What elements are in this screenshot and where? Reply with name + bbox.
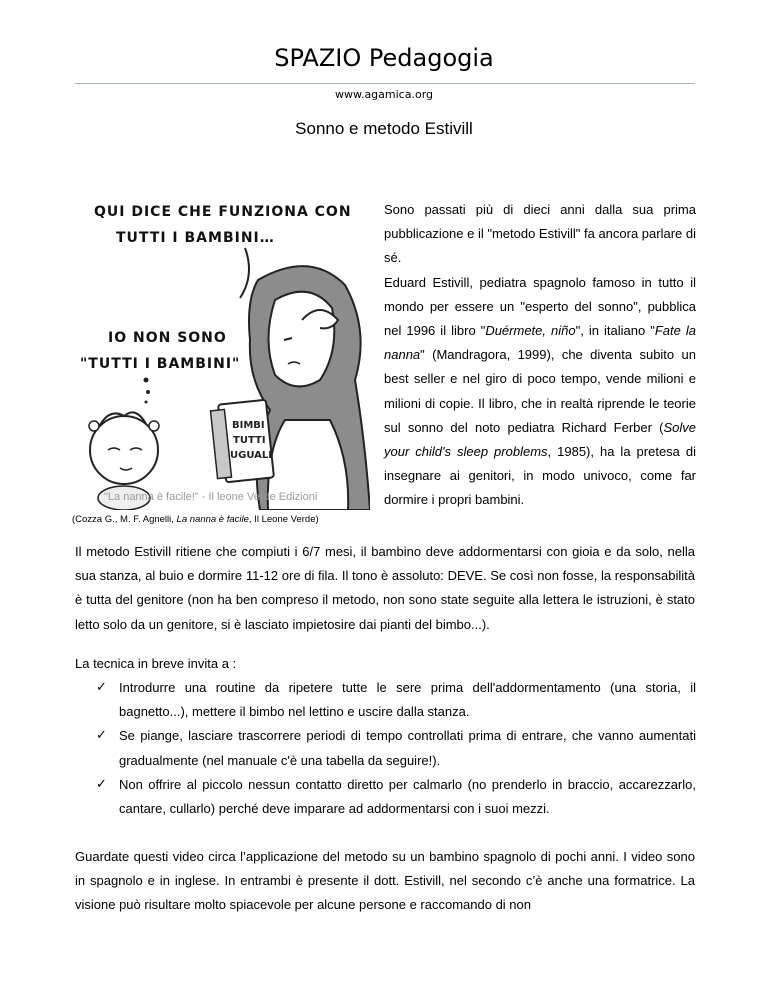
header-url: www.agamica.org <box>334 88 434 101</box>
estivill-paragraph <box>384 271 696 513</box>
list-item <box>96 676 696 724</box>
list-item-text: Introdurre una routine da ripetere tutte le sere prima dell'addormentamento (una storia, il bagnetto...), mettere il bimbo nel lettino e uscire dalla stanza. <box>119 680 696 720</box>
check-icon: ✓ <box>96 680 107 695</box>
book-title-original: Duérmete, niño <box>485 323 576 339</box>
document-title: Sonno e metodo Estivill <box>295 119 473 138</box>
caption-book-title: La nanna è facile <box>176 514 249 525</box>
caption-text: (Cozza G., M. F. Agnelli, <box>72 514 177 525</box>
technique-list <box>96 676 696 821</box>
book <box>210 400 273 483</box>
book-title-line1: BIMBI <box>232 420 265 431</box>
speech-pointer <box>240 248 249 298</box>
text-run: Eduard Estivill, pediatra spagnolo famoso in tutto il mondo per essere un "esperto del sonno", pubblica nel 1996 il libro " <box>384 274 696 339</box>
list-item-text: Non offrire al piccolo nessun contatto diretto per calmarlo (no prenderlo in braccio, accarezzarlo, cantare, cullarlo) perché deve imparare ad addormentarsi con i suoi mezzi. <box>119 776 696 817</box>
check-icon: ✓ <box>96 728 107 744</box>
book-title-ferber: Solve your child's sleep problems <box>384 419 696 460</box>
check-icon: ✓ <box>96 776 107 792</box>
text-run: , 1985), ha la pretesa di insegnare ai genitori, in modo univoco, come far dormire i propri bambini. <box>384 444 697 508</box>
header-title: SPAZIO Pedagogia <box>274 44 494 72</box>
list-intro: La tecnica in breve invita a : <box>75 656 237 671</box>
speech-child-line1: IO NON SONO <box>108 330 227 346</box>
list-item <box>96 724 696 772</box>
speech-top-line1: QUI DICE CHE FUNZIONA CON <box>94 204 352 220</box>
thought-dot <box>145 401 148 404</box>
caption-text: , Il Leone Verde) <box>248 514 319 525</box>
thought-dot <box>146 390 150 394</box>
image-watermark: "La nanna è facile!" - Il leone Verde Edizioni <box>104 491 318 503</box>
text-run: " (Mandragora, 1999), che diventa subito un best seller e nel giro di poco tempo, vende milioni e milioni di copie. Il libro, che in realtà riprende le teorie sul sonno del noto pediatra Richard Ferber ( <box>384 347 696 435</box>
speech-child-line2: "TUTTI I BAMBINI" <box>80 356 241 372</box>
list-item-text: Se piange, lasciare trascorrere periodi di tempo controllati prima di entrare, che vanno aumentati gradualmente (nel manuale c'è una tabella da seguire!). <box>119 728 696 768</box>
cartoon-illustration <box>70 180 370 510</box>
method-paragraph: Il metodo Estivill ritiene che compiuti i 6/7 mesi, il bambino deve addormentarsi con gioia e da solo, nella sua stanza, al buio e dormire 11-12 ore di fila. Il tono è assoluto: DEVE. Se così non fosse, la responsabilità è tutta del genitore (non ha ben compreso il metodo, non sono state seguite alla lettera le istruzioni, è stato letto solo da un genitore, si è lasciato impietosire dai pianti del bimbo...). <box>75 544 695 632</box>
intro-paragraph: Sono passati più di dieci anni dalla sua prima pubblicazione e il "metodo Estivill" fa ancora parlare di sé. <box>384 202 697 266</box>
book-title-line2: TUTTI <box>233 435 266 446</box>
video-paragraph: Guardate questi video circa l’applicazione del metodo su un bambino spagnolo di pochi anni. I video sono in spagnolo e in inglese. In entrambi è presente il dott. Estivill, nel secondo c’è anche una formatrice. La visione può risultare molto spiacevole per alcune persone e raccomando di non <box>75 849 695 913</box>
list-item <box>96 773 696 821</box>
text-run: ", in italiano " <box>575 323 655 339</box>
header-divider <box>75 83 695 84</box>
book-title-italian: Fate la nanna <box>384 323 696 363</box>
book-title-line3: UGUALI <box>230 450 272 461</box>
image-caption <box>72 514 319 525</box>
speech-top-line2: TUTTI I BAMBINI… <box>116 230 275 246</box>
thought-dot <box>144 378 149 383</box>
intro-text <box>384 198 696 513</box>
